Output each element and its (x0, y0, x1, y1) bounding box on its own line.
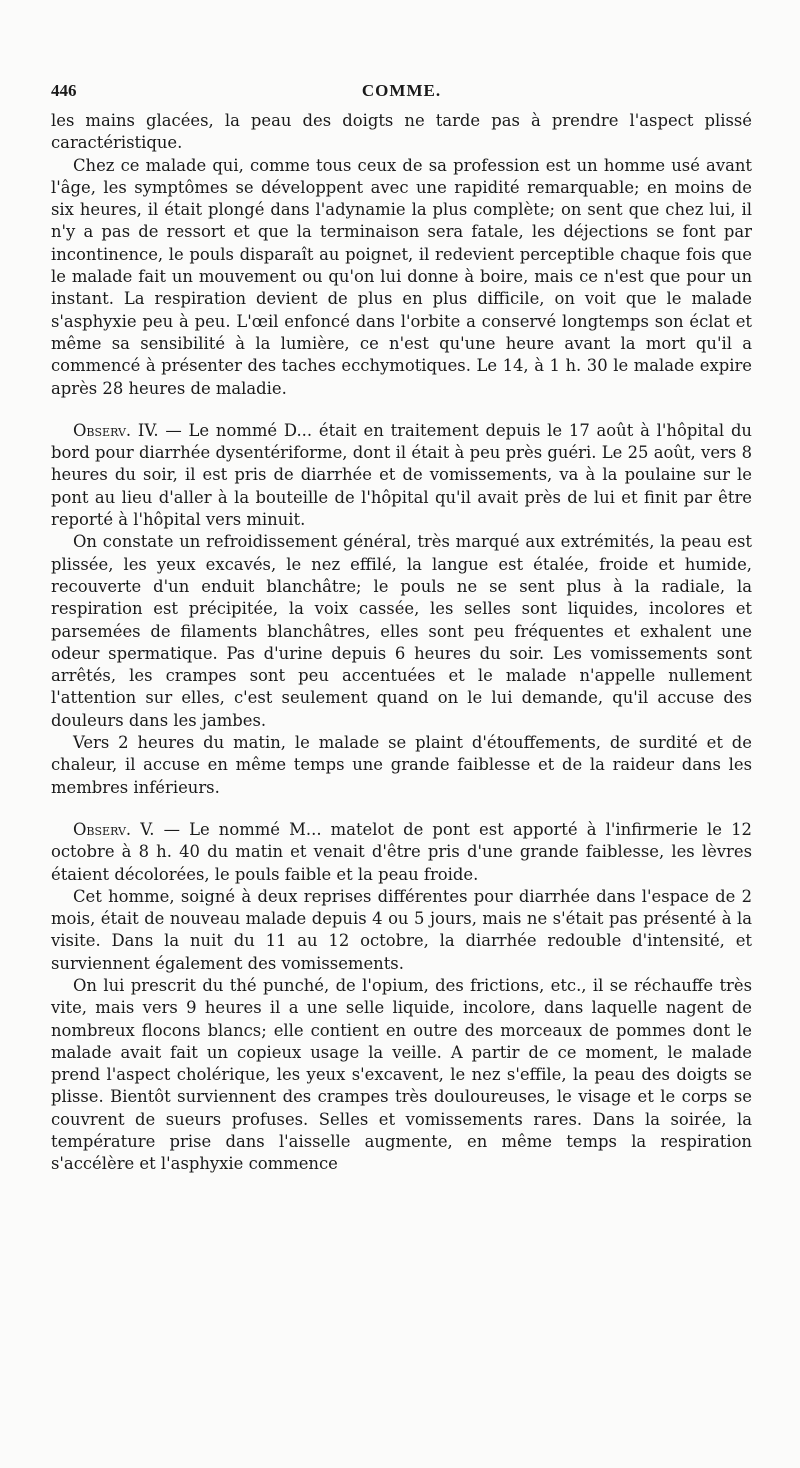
paragraph-continued (51, 110, 752, 155)
paragraph (51, 531, 752, 732)
page-number: 446 (51, 81, 77, 100)
observation-heading: Observ. IV. (73, 420, 159, 440)
paragraph-text: Cet homme, soigné à deux reprises différentes pour diarrhée dans l'espace de 2 mois, était de nouveau malade depuis 4 ou 5 jours, mais ne s'était pas présenté à la visite. Dans la nuit du 11 au 12 octobre, la diarrhée redouble d'intensité, et surviennent également des vomissements. (51, 886, 752, 973)
paragraph-text: les mains glacées, la peau des doigts ne tarde pas à prendre l'aspect plissé caractéristique. (51, 111, 752, 153)
observation-v-paragraph (51, 819, 752, 886)
running-title: COMME. (361, 81, 442, 100)
section-gap (51, 400, 752, 420)
paragraph-text: — Le nommé D... était en traitement depuis le 17 août à l'hôpital du bord pour diarrhée dysentériforme, dont il était à peu près guéri. Le 25 août, vers 8 heures du soir, il est pris de diarrhée et de vomissements, va à la poulaine sur le pont au lieu d'aller à la bouteille de l'hôpital qu'il avait près de lui et finit par être reporté à l'hôpital vers minuit. (51, 420, 752, 530)
paragraph-text: On lui prescrit du thé punché, de l'opium, des frictions, etc., il se réchauffe très vite, mais vers 9 heures il a une selle liquide, incolore, dans laquelle nagent de nombreux flocons blancs; elle contient en outre des morceaux de pommes dont le malade avait fait un copieux usage la veille. A partir de ce moment, le malade prend l'aspect cholérique, les yeux s'excavent, le nez s'effile, la peau des doigts se plisse. Bientôt surviennent des crampes très douloureuses, le visage et le corps se couvrent de sueurs profuses. Selles et vomissements rares. Dans la soirée, la température prise dans l'aisselle augmente, en même temps la respiration s'accélère et l'asphyxie commence (51, 975, 752, 1174)
paragraph-text: On constate un refroidissement général, très marqué aux extrémités, la peau est plissée, les yeux excavés, le nez effilé, la langue est étalée, froide et humide, recouverte d'un enduit blanchâtre; le pouls ne se sent plus à la radiale, la respiration est précipitée, la voix cassée, les selles sont liquides, incolores et parsemées de filaments blanchâtres, elles sont peu fréquentes et exhalent une odeur spermatique. Pas d'urine depuis 6 heures du soir. Les vomissements sont arrêtés, les crampes sont peu accentuées et le malade n'appelle nullement l'attention sur elles, c'est seulement quand on le lui demande, qu'il accuse des douleurs dans les jambes. (51, 532, 752, 730)
running-head (51, 80, 752, 106)
page-body (51, 110, 752, 1176)
observation-heading: Observ. V. (73, 819, 155, 839)
paragraph-text: Vers 2 heures du matin, le malade se plaint d'étouffements, de surdité et de chaleur, il accuse en même temps une grande faiblesse et de la raideur dans les membres inférieurs. (51, 733, 752, 797)
paragraph (51, 975, 752, 1176)
paragraph-text: Chez ce malade qui, comme tous ceux de sa profession est un homme usé avant l'âge, les symptômes se développent avec une rapidité remarquable; en moins de six heures, il était plongé dans l'adynamie la plus complète; on sent que chez lui, il n'y a pas de ressort et que la terminaison sera fatale, les déjections se font par incontinence, le pouls disparaît au poignet, il redevient perceptible chaque fois que le malade fait un mouvement ou qu'on lui donne à boire, mais ce n'est que pour un instant. La respiration devient de plus en plus difficile, on voit que le malade s'asphyxie peu à peu. L'œil enfoncé dans l'orbite a conservé longtemps son éclat et même sa sensibilité à la lumière, ce n'est qu'une heure avant la mort qu'il a commencé à présenter des taches ecchymotiques. Le 14, à 1 h. 30 le malade expire après 28 heures de maladie. (51, 155, 752, 398)
paragraph-text: — Le nommé M... matelot de pont est apporté à l'infirmerie le 12 octobre à 8 h. 40 du matin et venait d'être pris d'une grande faiblesse, les lèvres étaient décolorées, le pouls faible et la peau froide. (51, 819, 752, 884)
observation-iv-paragraph (51, 420, 752, 531)
paragraph (51, 732, 752, 799)
paragraph (51, 155, 752, 400)
section-gap (51, 799, 752, 819)
paragraph (51, 886, 752, 975)
